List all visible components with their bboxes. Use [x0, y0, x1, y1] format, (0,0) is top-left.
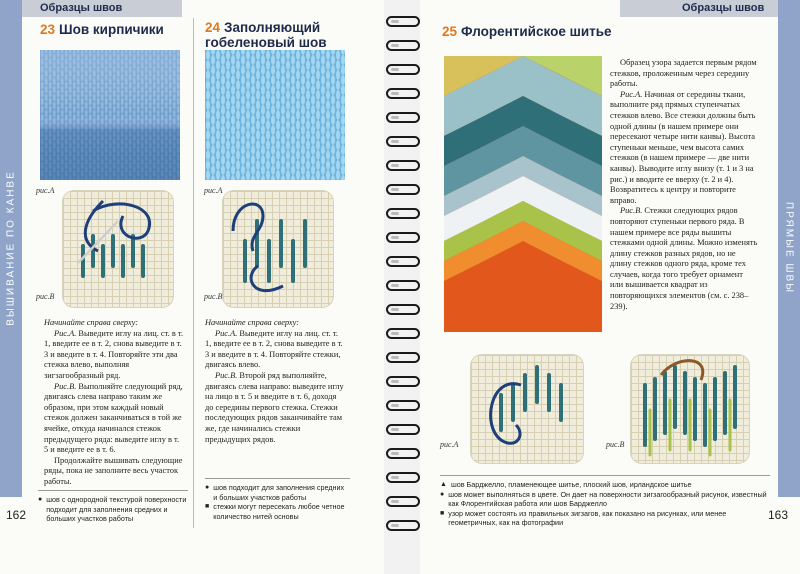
paragraph-text: Начиная от середины ткани, выполните ряд прямых ступенчатых стежков влево. Все стежки должны быть одной длины (в нашем примере они пересекают четыре нити канвы). Высота ступеньки меньше, чем высота самих стежков (в нашем примере — две нити канвы). Выводите иглу внизу (т. 1 и 3 на рис.) и вводите ее вверху (т. 2 и 4). Возвратитесь к центру и повторите вправо. [610, 89, 756, 205]
paragraph-label: Рис.В. [620, 206, 643, 216]
paragraph [205, 329, 345, 371]
binding-ring [386, 424, 420, 435]
note-line [440, 509, 770, 528]
paragraph [205, 371, 345, 445]
stitch-23-title [40, 22, 164, 37]
stitch-title-line: гобеленовый шов [205, 35, 327, 50]
florentine-diagram-b [630, 354, 750, 464]
stitch-number: 25 [442, 24, 458, 39]
stitch-25-title [442, 24, 612, 39]
binding-ring [386, 160, 420, 171]
fig-b-label: рис.B [606, 440, 625, 449]
paragraph-text: Выведите иглу на лиц. ст. т. 1, введите ее в т. 2, снова выведите в т. 3 и введите в т. 4. Повторяйте стежки, двигаясь влево. [205, 328, 343, 370]
bullet-icon: ● [38, 496, 43, 503]
binding-ring [386, 520, 420, 531]
stitch-24-text [205, 318, 345, 445]
paragraph [44, 329, 184, 382]
paragraph-text: Выведите иглу на лиц. ст. в т. 1, введите ее в т. 2, снова выведите в т. 3 и введите в т. 4. Повторяйте эти два стежка влево, выполняя зигзагообразный ряд. [44, 328, 184, 380]
binding-ring [386, 16, 420, 27]
binding-ring [386, 352, 420, 363]
binding-ring [386, 448, 420, 459]
paragraph-text: Образец узора задается первым рядом стежков, проложенным через середину работы. [610, 58, 757, 89]
florentine-diagram-a-art [471, 355, 585, 465]
paragraph-label: Рис.В. [54, 381, 77, 391]
stitch-24-notes [205, 478, 350, 521]
binding-ring [386, 472, 420, 483]
gobelin-stitch-photo [205, 50, 345, 180]
gobelin-stitch-swatch [205, 50, 345, 180]
note-line [440, 490, 770, 509]
stitch-23-text [44, 318, 184, 488]
fig-a-label: рис.A [36, 186, 55, 195]
fig-b-label: рис.B [204, 292, 223, 301]
brick-diagram-art [63, 191, 175, 309]
binding-ring [386, 400, 420, 411]
paragraph [44, 382, 184, 456]
paragraph [610, 90, 758, 207]
florentine-stitch-photo [444, 56, 602, 332]
gobelin-diagram-art [223, 191, 335, 309]
bullet-icon: ● [205, 484, 210, 491]
page-number: 163 [768, 508, 789, 522]
binding-ring [386, 208, 420, 219]
binding-ring [386, 376, 420, 387]
paragraph [610, 206, 758, 312]
florentine-diagram-a [470, 354, 584, 464]
note-text: узор может состоять из правильных зигзагов, как показано на рисунках, или менее геометричных, как на фотографии [448, 508, 727, 528]
florentine-diagram-b-art [631, 355, 751, 465]
bullet-icon: ● [440, 490, 445, 498]
side-tab-label: ПРЯМЫЕ ШВЫ [783, 201, 795, 295]
gobelin-stitch-diagram [222, 190, 334, 308]
bullet-icon: ■ [440, 509, 445, 517]
fig-a-label: рис.A [204, 186, 223, 195]
paragraph-text: Второй ряд выполняйте, двигаясь слева направо: выведите иглу на лицо в т. 5 и введите в т. 6, доходя до середины первого стежка. Стежки последующих рядов заканчивайте там же, где начинались стежки предыдущих рядов. [205, 370, 344, 444]
side-tab-label: ВЫШИВАНИЕ ПО КАНВЕ [5, 170, 17, 326]
binding-ring [386, 112, 420, 123]
florentine-stitch-swatch [444, 56, 602, 332]
binding-ring [386, 304, 420, 315]
right-page [420, 0, 800, 574]
binding-ring [386, 256, 420, 267]
paragraph [610, 58, 758, 90]
intro-line: Начинайте справа сверху: [205, 318, 300, 327]
note-line [205, 502, 350, 521]
paragraph-label: Рис.А. [215, 328, 238, 338]
intro-line: Начинайте справа сверху: [44, 318, 139, 327]
stitch-title-line: Флорентийское шитье [461, 24, 612, 39]
page-number: 162 [6, 508, 27, 522]
side-tab [778, 0, 800, 497]
note-text: шов подходит для заполнения средних и больших участков работы [213, 483, 345, 502]
stitch-25-notes [440, 475, 770, 528]
note-line [205, 483, 350, 502]
binding-ring [386, 232, 420, 243]
column-divider [193, 18, 194, 528]
left-page [0, 0, 385, 574]
bullet-icon: ▲ [440, 481, 447, 488]
paragraph-label: Рис.А. [54, 328, 77, 338]
stitch-title-line: Шов кирпичики [59, 22, 164, 37]
paragraph-label: Рис.В. [215, 370, 238, 380]
brick-stitch-photo [40, 50, 180, 180]
note-text: стежки могут пересекать любое четное количество нитей основы [213, 502, 345, 521]
binding-ring [386, 40, 420, 51]
bullet-icon: ■ [205, 503, 210, 511]
note-text: шов Барджелло, пламенеющее шитье, плоский шов, ирландское шитье [450, 480, 692, 489]
paragraph [44, 456, 184, 488]
page-header: Образцы швов [682, 2, 765, 14]
binding-ring [386, 136, 420, 147]
stitch-title-line: Заполняющий [224, 20, 321, 35]
stitch-number: 24 [205, 20, 221, 35]
paragraph-text: Стежки следующих рядов повторяют ступеньки первого ряда. В нашем примере все ряды вышиты стежками одной длины. Можно изменять длину стежков разных рядов, но не длину стежков одного ряда, кроме тех случаев, когда того требует орнамент или вышивается квадрат из повторяющихся элементов (см. с. 238–239). [610, 206, 758, 311]
stitch-number: 23 [40, 22, 56, 37]
note-line [38, 495, 188, 524]
note-text: шов может выполняться в цвете. Он дает на поверхности зигзагообразный рисунок, известный как Флорентийская работа или шов Барджелло [448, 489, 767, 509]
binding-ring [386, 64, 420, 75]
page-header: Образцы швов [40, 2, 123, 14]
binding-ring [386, 184, 420, 195]
stitch-25-text [610, 58, 758, 312]
paragraph-text: Выполняйте следующий ряд, двигаясь слева направо таким же образом, при этом каждый новый стежок должен заканчиваться в той же ячейке, откуда начинался стежок предыдущего ряда: выведите иглу в т. 5 и введите ее в т. 6. [44, 381, 183, 455]
brick-stitch-diagram [62, 190, 174, 308]
note-text: шов с однородной текстурой поверхности подходит для заполнения средних и больших участков работы [46, 495, 187, 524]
paragraph-text: Продолжайте вышивать следующие ряды, пока не заполните весь участок работы. [44, 455, 183, 486]
binding-ring [386, 328, 420, 339]
paragraph-label: Рис.А. [620, 89, 643, 99]
fig-a-label: рис.A [440, 440, 459, 449]
binding-ring [386, 88, 420, 99]
spiral-binding [384, 0, 422, 574]
binding-ring [386, 280, 420, 291]
fig-b-label: рис.B [36, 292, 55, 301]
brick-stitch-swatch [40, 50, 180, 180]
binding-ring [386, 496, 420, 507]
side-tab [0, 0, 22, 497]
stitch-23-notes [38, 490, 188, 524]
stitch-24-title [205, 20, 327, 50]
note-line [440, 480, 770, 490]
